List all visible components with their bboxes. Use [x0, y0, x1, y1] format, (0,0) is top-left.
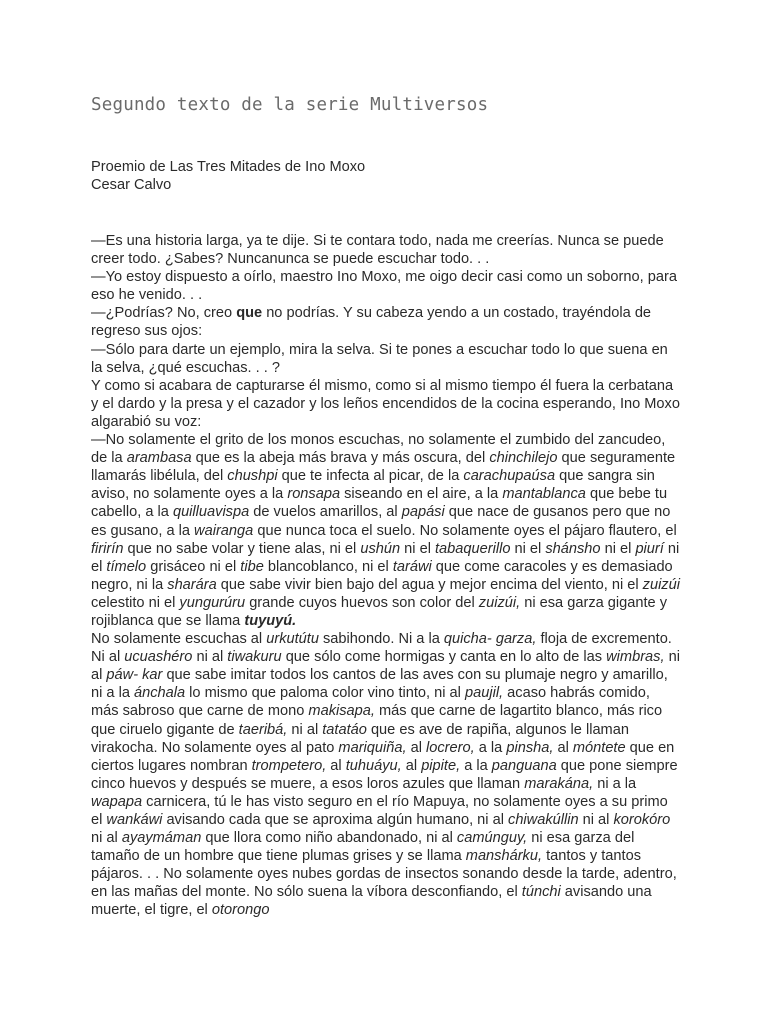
- text-run: al: [326, 757, 346, 774]
- italic-term: ánchala: [134, 685, 186, 702]
- document-author: Cesar Calvo: [91, 177, 172, 193]
- text-run: ni al: [287, 721, 323, 738]
- body-paragraph: [91, 232, 681, 268]
- text-run: grande cuyos huevos son color del: [245, 594, 479, 611]
- italic-term: korokóro: [613, 812, 671, 828]
- text-run: No solamente escuchas al: [91, 631, 267, 648]
- document-body: [91, 232, 681, 920]
- text-run: que pone siempre cinco huevos y después se muere, a esos loros azules que llaman: [91, 757, 678, 792]
- text-run: que sólo come hormigas y canta en lo alto de las: [281, 649, 607, 666]
- text-run: siseando en el aire, a la: [340, 486, 503, 503]
- text-run: —Es una historia larga, ya te dije. Si te contara todo, nada me creerías. Nunca se puede creer todo. ¿Sabes? Nuncanunca se puede escuchar todo. . .: [91, 233, 664, 268]
- italic-term: paujil,: [464, 685, 504, 702]
- text-run: que es ave de rapiña, algunos le llaman virakocha. No solamente oyes al pato: [91, 721, 629, 756]
- italic-term: zuizúi: [642, 576, 680, 593]
- italic-term: móntete: [572, 739, 626, 756]
- italic-term: firirín: [91, 540, 124, 557]
- italic-term: tibe: [240, 558, 264, 575]
- text-run: ni esa garza del tamaño de un hombre que tiene plumas grises y se llama: [91, 830, 635, 865]
- text-run: ni esa garza gigante y rojiblanca que se llama: [91, 594, 668, 629]
- text-run: ni a la: [593, 775, 637, 792]
- text-run: que sabe imitar todos los cantos de las aves con su plumaje negro y amarillo, ni a la: [91, 667, 668, 702]
- text-run: floja de excremento. Ni al: [91, 631, 672, 666]
- italic-term: marakána,: [524, 775, 594, 792]
- italic-term: túnchi: [521, 884, 561, 901]
- italic-term: wankáwi: [106, 812, 163, 828]
- text-run: ni el: [400, 540, 435, 557]
- text-run: que en ciertos lugares nombran: [91, 739, 675, 774]
- text-run: que sabe vivir bien bajo del agua y mejor encima del viento, ni el: [216, 576, 643, 593]
- text-run: de vuelos amarillos, al: [249, 504, 402, 521]
- text-run: al: [553, 739, 573, 756]
- text-run: que te infecta al picar, de la: [277, 468, 464, 485]
- italic-term: taeribá,: [238, 721, 288, 738]
- italic-term: locrero,: [426, 739, 475, 756]
- bold-term: que: [236, 305, 263, 322]
- text-run: ni al: [91, 649, 680, 684]
- italic-term: trompetero,: [251, 757, 327, 774]
- text-run: que nace de gusanos pero que no es gusano, a la: [91, 504, 671, 539]
- text-run: a la: [460, 757, 492, 774]
- text-run: ni el: [510, 540, 546, 557]
- body-paragraph: [91, 630, 681, 920]
- italic-term: pipite,: [421, 757, 461, 774]
- italic-term: panguana: [491, 757, 557, 774]
- text-run: avisando cada que se aproxima algún humano, ni al: [162, 812, 509, 828]
- document-title: Segundo texto de la serie Multiversos: [91, 95, 489, 115]
- italic-term: tiwakuru: [227, 649, 282, 666]
- italic-term: wairanga: [194, 522, 254, 539]
- italic-term: yungurúru: [179, 594, 246, 611]
- text-run: lo mismo que paloma color vino tinto, ni al: [185, 685, 465, 702]
- text-run: acaso habrás comido, más sabroso que carne de mono: [91, 685, 650, 720]
- text-run: —¿Podrías? No, creo: [91, 305, 237, 322]
- text-run: que sangra sin aviso, no solamente oyes a la: [91, 468, 655, 503]
- text-run: carnicera, tú le has visto seguro en el río Mapuya, no solamente oyes a su primo el: [91, 793, 668, 828]
- body-paragraph: [91, 268, 681, 304]
- italic-term: chinchilejo: [489, 450, 558, 467]
- italic-term: tuhuáyu,: [345, 757, 402, 774]
- text-run: ni al: [91, 830, 122, 847]
- italic-term: mantablanca: [502, 486, 586, 503]
- text-run: que bebe tu cabello, a la: [91, 486, 668, 521]
- italic-term: wimbras,: [606, 649, 665, 666]
- text-run: —Yo estoy dispuesto a oírlo, maestro Ino Moxo, me oigo decir casi como un soborno, para eso he venido. . .: [91, 269, 677, 304]
- text-run: que nunca toca el suelo. No solamente oyes el pájaro flautero, el: [253, 522, 677, 539]
- body-paragraph: [91, 341, 681, 377]
- document-page: [91, 93, 681, 920]
- bold-italic-term: tuyuyú.: [244, 612, 297, 629]
- italic-term: arambasa: [126, 450, 192, 467]
- text-run: que come caracoles y es demasiado negro, ni la: [91, 558, 673, 593]
- text-run: que seguramente llamarás libélula, del: [91, 450, 676, 485]
- text-run: ni el: [600, 540, 636, 557]
- italic-term: chushpi: [227, 468, 278, 485]
- text-run: tantos y tantos pájaros. . . No solamente oyes nubes gordas de insectos sonando desde la tarde, adentro, en las mañas del monte. No sólo suena la víbora desconfiando, el: [91, 848, 677, 901]
- text-run: —No solamente el grito de los monos escuchas, no solamente el zumbido del zancudeo, de la: [91, 432, 666, 467]
- italic-term: ushún: [360, 540, 401, 557]
- text-run: —Sólo para darte un ejemplo, mira la selva. Si te pones a escuchar todo lo que suena en la selva, ¿qué escuchas. . . ?: [91, 341, 668, 376]
- italic-term: quilluavispa: [172, 504, 250, 521]
- document-meta: [91, 158, 681, 194]
- italic-term: piurí: [635, 540, 664, 557]
- text-run: avisando una muerte, el tigre, el: [91, 884, 652, 919]
- italic-term: papási: [401, 504, 445, 521]
- italic-term: ronsapa: [287, 486, 341, 503]
- text-run: celestito ni el: [91, 594, 180, 611]
- text-run: blancoblanco, ni el: [263, 558, 393, 575]
- text-run: al: [406, 739, 427, 756]
- italic-term: sharára: [167, 576, 217, 593]
- text-run: grisáceo ni el: [146, 558, 241, 575]
- italic-term: pinsha,: [506, 739, 554, 756]
- text-run: a la: [474, 739, 507, 756]
- text-run: no podrías. Y su cabeza yendo a un costado, trayéndola de regreso sus ojos:: [91, 305, 652, 340]
- italic-term: páw- kar: [106, 667, 163, 684]
- italic-term: urkutútu: [266, 631, 319, 648]
- italic-term: manshárku,: [465, 848, 543, 865]
- italic-term: camúnguy,: [456, 830, 528, 847]
- text-run: que llora como niño abandonado, ni al: [201, 830, 457, 847]
- body-paragraph: [91, 431, 681, 630]
- italic-term: taráwi: [392, 558, 432, 575]
- text-run: ni al: [578, 812, 614, 828]
- italic-term: carachupaúsa: [463, 468, 556, 485]
- text-run: que es la abeja más brava y más oscura, del: [191, 450, 490, 467]
- text-run: ni el: [91, 540, 680, 575]
- italic-term: tímelo: [106, 558, 147, 575]
- italic-term: tatatáo: [322, 721, 367, 738]
- body-paragraph: [91, 377, 681, 431]
- document-subtitle: Proemio de Las Tres Mitades de Ino Moxo: [91, 159, 366, 175]
- italic-term: shánsho: [545, 540, 601, 557]
- text-run: sabihondo. Ni a la: [318, 631, 444, 648]
- text-run: ni al: [192, 649, 228, 666]
- italic-term: zuizúi,: [478, 594, 521, 611]
- text-run: Y como si acabara de capturarse él mismo, como si al mismo tiempo él fuera la cerbatana y el dardo y la presa y el cazador y los leños encendidos de la cocina esperando, Ino Moxo algarabió su voz:: [91, 377, 680, 430]
- italic-term: chiwakúllin: [508, 812, 579, 828]
- italic-term: otorongo: [211, 902, 270, 919]
- italic-term: tabaquerillo: [435, 540, 511, 557]
- text-run: más que carne de lagartito blanco, más rico que ciruelo gigante de: [91, 703, 663, 738]
- italic-term: ayaymáman: [121, 830, 202, 847]
- italic-term: quicha- garza,: [443, 631, 537, 648]
- italic-term: mariquiña,: [338, 739, 407, 756]
- text-run: que no sabe volar y tiene alas, ni el: [123, 540, 361, 557]
- body-paragraph: [91, 304, 681, 340]
- text-run: al: [401, 757, 422, 774]
- italic-term: wapapa: [91, 793, 143, 810]
- italic-term: makisapa,: [308, 703, 375, 720]
- italic-term: ucuashéro: [124, 649, 193, 666]
